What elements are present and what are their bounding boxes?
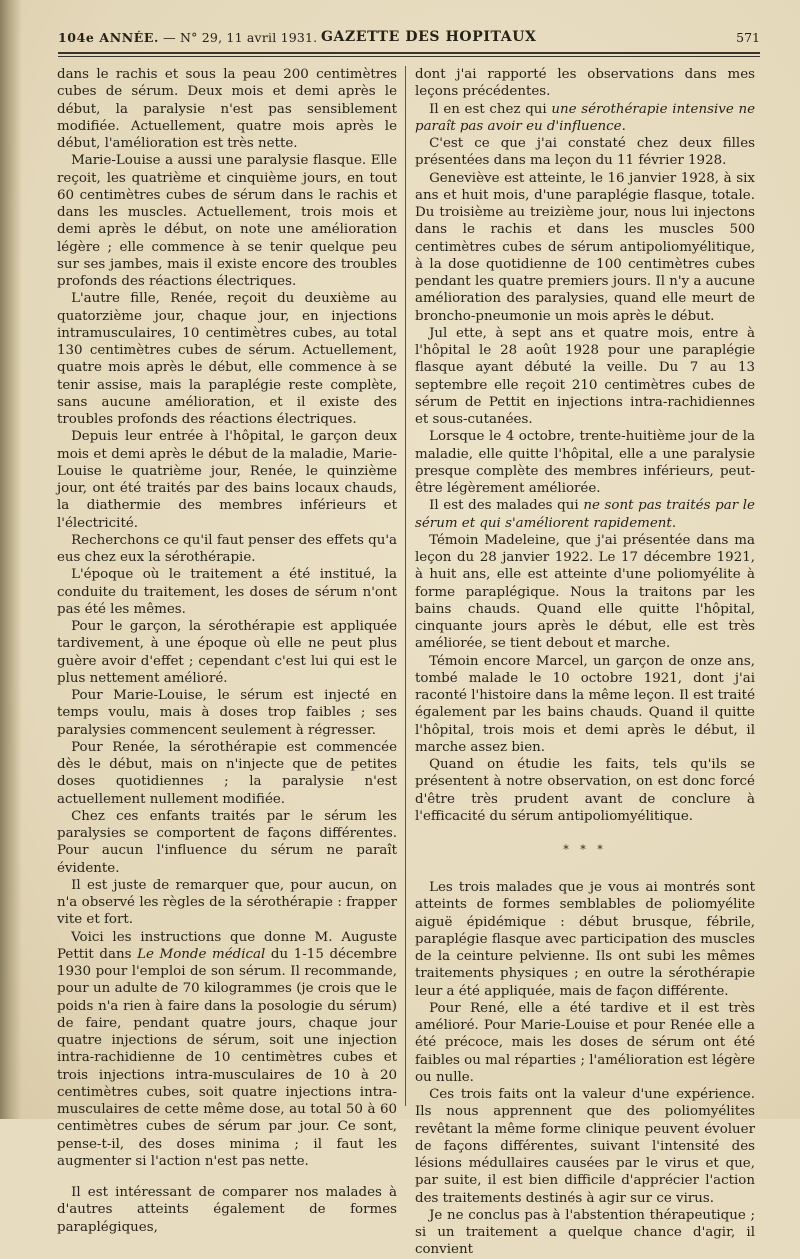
paragraph: Ces trois faits ont la valeur d'une expérience. Ils nous apprennent que des poliomyélites revêtant la même forme clinique peuvent évoluer de façons différentes, suivant l'intensité des lésions médullaires causées par le virus et que, par suite, il est bien difficile d'apprécier l'action des traitements destinés à agir sur ce virus.	[415, 1087, 755, 1206]
paragraph: Recherchons ce qu'il faut penser des effets qu'a eus chez eux la sérothérapie.	[57, 532, 397, 565]
running-header	[58, 26, 760, 50]
paragraph: Voici les instructions que donne M. Auguste Pettit dans Le Monde médical du 1-15 décembre 1930 pour l'emploi de son sérum. Il recommande, pour un adulte de 70 kilogrammes (je crois que le poids n'a rien à faire dans la posologie du sérum) de faire, pendant quatre jours, chaque jour quatre injections de sérum, soit une injection intra-rachidienne de 10 centimètres cubes et trois injections intra-musculaires de 10 à 20 centimètres cubes, soit quatre injections intra-musculaires de cette même dose, au total 50 à 60 centimètres cubes de sérum par jour. Ce sont, pense-t-il, des doses minima ; il faut les augmenter si l'action n'est pas nette.	[57, 929, 397, 1169]
paragraph: Pour René, elle a été tardive et il est très amélioré. Pour Marie-Louise et pour Renée elle a été précoce, mais les doses de sérum ont été faibles ou mal réparties ; l'amélioration est légère ou nulle.	[415, 1000, 755, 1085]
paragraph: dans le rachis et sous la peau 200 centimètres cubes de sérum. Deux mois et demi après le début, la paralysie n'est pas sensiblement modifiée. Actuellement, quatre mois après le début, l'amélioration est très nette.	[57, 67, 397, 151]
paragraph: Témoin encore Marcel, un garçon de onze ans, tombé malade le 10 octobre 1921, dont j'ai raconté l'histoire dans la même leçon. Il est traité également par les bains chauds. Quand il quitte l'hôpital, trois mois et demi après le début, il marche assez bien.	[415, 653, 755, 755]
year-label: 104e ANNÉE.	[58, 30, 159, 45]
page-number: 571	[736, 30, 760, 45]
paragraph: Il est juste de remarquer que, pour aucun, on n'a observé les règles de la sérothérapie : frapper vite et fort.	[57, 877, 397, 928]
left-column	[57, 66, 397, 1236]
header-rule-thick	[58, 52, 760, 54]
header-rule-thin	[58, 56, 760, 57]
journal-title: GAZETTE DES HOPITAUX	[321, 29, 537, 45]
paragraph: Pour le garçon, la sérothérapie est appliquée tardivement, à une époque où elle ne peut plus guère avoir d'effet ; cependant c'est lui qui est le plus nettement amélioré.	[57, 619, 397, 686]
paragraph: Chez ces enfants traités par le sérum les paralysies se comportent de façons différentes. Pour aucun l'influence du sérum ne paraît évidente.	[57, 808, 397, 876]
right-column	[415, 66, 755, 1259]
emphasis: une sérothérapie intensive ne paraît pas avoir eu d'influence	[415, 101, 755, 134]
paragraph: Depuis leur entrée à l'hôpital, le garçon deux mois et demi après le début de la maladie, Marie-Louise le quatrième jour, Renée, le quinzième jour, ont été traités par des bains locaux chauds, la diathermie des membres inférieurs et l'électricité.	[57, 429, 397, 531]
paragraph: Il est intéressant de comparer nos malades à d'autres atteints également de formes paraplégiques,	[57, 1185, 397, 1235]
column-divider	[405, 66, 406, 1106]
emphasis: Le Monde médical	[137, 946, 266, 962]
section-separator	[415, 841, 755, 867]
paragraph: Lorsque le 4 octobre, trente-huitième jour de la maladie, elle quitte l'hôpital, elle a une paralysie presque complète des membres inférieurs, peut-être légèrement améliorée.	[415, 429, 755, 496]
paragraph: C'est ce que j'ai constaté chez deux filles présentées dans ma leçon du 11 février 1928.	[415, 136, 755, 169]
paragraph: Témoin Madeleine, que j'ai présentée dans ma leçon du 28 janvier 1922. Le 17 décembre 1921, à huit ans, elle est atteinte d'une poliomyélite à forme paraplégique. Nous la traitons par les bains chauds. Quand elle quitte l'hôpital, cinquante jours après le début, elle est très améliorée, se tient debout et marche.	[415, 532, 755, 652]
paragraph: Pour Marie-Louise, le sérum est injecté en temps voulu, mais à doses trop faibles ; ses paralysies commencent seulement à régresser.	[57, 688, 397, 738]
paragraph: L'époque où le traitement a été institué, la conduite du traitement, les doses de sérum n'ont pas été les mêmes.	[57, 567, 397, 617]
paragraph: Je ne conclus pas à l'abstention thérapeutique ; si un traitement a quelque chance d'agir, il convient	[415, 1207, 755, 1258]
issue-info	[58, 30, 317, 45]
page-binding-shadow	[0, 0, 22, 1119]
paragraph: Geneviève est atteinte, le 16 janvier 1928, à six ans et huit mois, d'une paraplégie flasque, totale. Du troisième au treizième jour, nous lui injectons dans le rachis et dans les muscles 500 centimètres cubes de sérum antipoliomyélitique, à la dose quotidienne de 100 centimètres cubes pendant les quatre premiers jours. Il n'y a aucune amélioration des paralysies, quand elle meurt de broncho-pneumonie un mois après le début.	[415, 170, 755, 324]
paragraph: dont j'ai rapporté les observations dans mes leçons précédentes.	[415, 67, 755, 100]
issue-number: — N° 29, 11 avril 1931.	[158, 30, 318, 45]
paragraph: Marie-Louise a aussi une paralysie flasque. Elle reçoit, les quatrième et cinquième jours, en tout 60 centimètres cubes de sérum dans le rachis et dans les muscles. Actuellement, trois mois et demi après le début, on note une amélioration légère ; elle commence à se tenir quelque peu sur ses jambes, mais il existe encore des troubles profonds des réactions électriques.	[57, 153, 397, 289]
paragraph: Jul ette, à sept ans et quatre mois, entre à l'hôpital le 28 août 1928 pour une paraplégie flasque ayant débuté la veille. Du 7 au 13 septembre elle reçoit 210 centimètres cubes de sérum de Pettit en injections intra-rachidiennes et sous-cutanées.	[415, 325, 755, 427]
paragraph: Les trois malades que je vous ai montrés sont atteints de formes semblables de poliomyélite aiguë épidémique : début brusque, fébrile, paraplégie flasque avec participation des muscles de la ceinture pelvienne. Ils ont subi les mêmes traitements physiques ; en outre la sérothérapie leur a été appliquée, mais de façon différente.	[415, 880, 755, 999]
paragraph: Il en est chez qui une sérothérapie intensive ne paraît pas avoir eu d'influence.	[415, 101, 755, 134]
paragraph: Il est des malades qui ne sont pas traités par le sérum et qui s'améliorent rapidement.	[415, 498, 755, 531]
paragraph: Pour Renée, la sérothérapie est commencée dès le début, mais on n'injecte que de petites doses quotidiennes ; la paralysie n'est actuellement nullement modifiée.	[57, 739, 397, 807]
paragraph: Quand on étudie les faits, tels qu'ils se présentent à notre observation, on est donc forcé d'être très prudent avant de conclure à l'efficacité du sérum antipoliomyélitique.	[415, 757, 755, 824]
emphasis: ne sont pas traités par le sérum et qui s'améliorent rapidement	[415, 498, 755, 531]
asterisk-separator: * * *	[563, 843, 607, 856]
paragraph: L'autre fille, Renée, reçoit du deuxième au quatorzième jour, chaque jour, en injections intramusculaires, 10 centimètres cubes, au total 130 centimètres cubes de sérum. Actuellement, quatre mois après le début, elle commence à se tenir assise, mais la paraplégie reste complète, sans aucune amélioration, et il existe des troubles profonds des réactions électriques.	[57, 291, 397, 427]
